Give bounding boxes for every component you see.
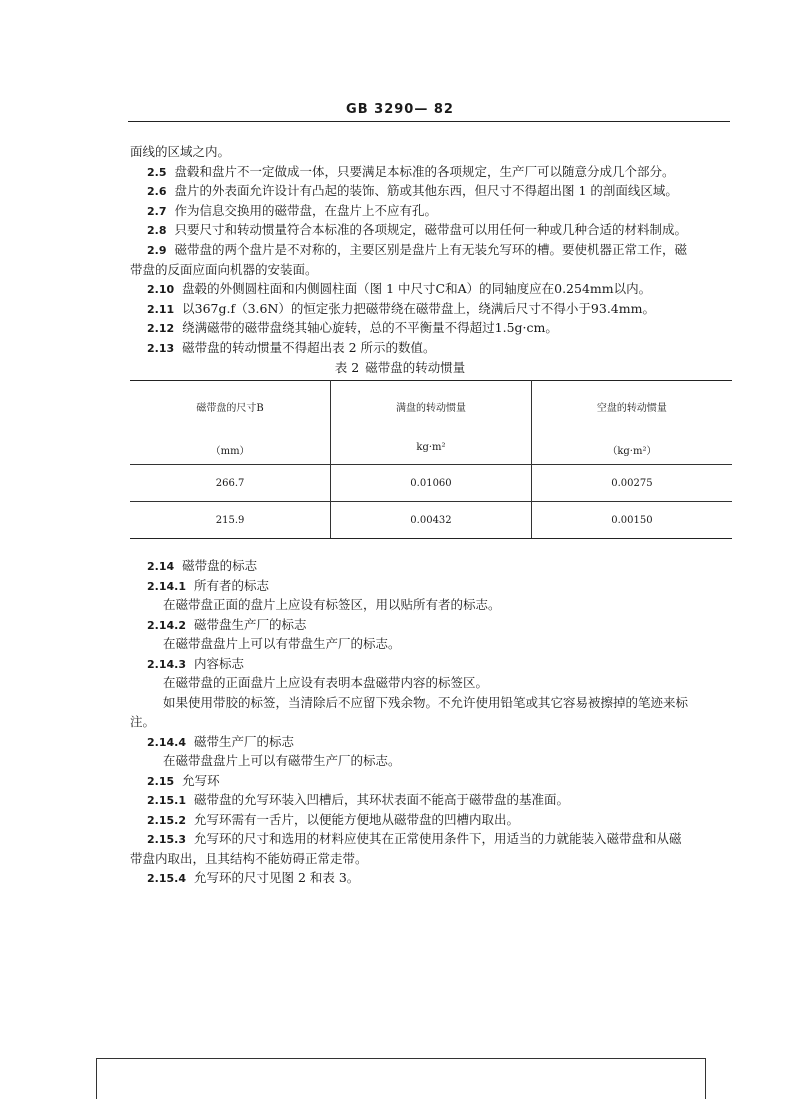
header-rule xyxy=(128,121,730,122)
section-text: 允写环的尺寸和选用的材料应使其在正常使用条件下，用适当的力就能装入磁带盘和从磁 xyxy=(193,831,682,846)
section-line xyxy=(147,577,752,596)
section-text: 磁带盘的标志 xyxy=(182,558,258,573)
paragraph-text: 绕满磁带的磁带盘绕其轴心旋转，总的不平衡量不得超过1.5g·cm。 xyxy=(182,320,558,336)
table-caption xyxy=(0,358,800,376)
paragraph-line xyxy=(147,182,752,201)
section-text: 所有者的标志 xyxy=(193,577,269,593)
section-line xyxy=(130,850,735,868)
paragraph-text: 以367g.f（3.6N）的恒定张力把磁带绕在磁带盘上，绕满后尺寸不得小于93.4mm。 xyxy=(182,300,655,316)
paragraph-line xyxy=(147,300,752,319)
clause-number: 2.14.4 xyxy=(147,735,186,749)
table-cell: 0.00432 xyxy=(331,502,532,539)
paragraph-line xyxy=(147,319,752,338)
clause-number: 2.12 xyxy=(147,322,175,336)
section-line xyxy=(147,811,752,830)
table-header-cell xyxy=(331,381,532,465)
paragraph-line xyxy=(130,143,735,161)
section-line xyxy=(163,694,768,712)
table-row xyxy=(130,502,732,539)
section-line xyxy=(147,616,752,635)
header-unit: （kg·m²） xyxy=(607,446,657,457)
clause-number: 2.15.2 xyxy=(147,813,186,827)
paragraph-text: 带盘的反面应面向机器的安装面。 xyxy=(130,261,318,277)
clause-number: 2.10 xyxy=(147,283,175,297)
table-caption-text: 磁带盘的转动惯量 xyxy=(365,360,466,375)
clause-number: 2.15 xyxy=(147,774,175,788)
header-unit: （mm） xyxy=(210,446,250,457)
header-name: 空盘的转动惯量 xyxy=(596,403,667,414)
section-text: 在磁带盘正面的盘片上应设有标签区，用以贴所有者的标志。 xyxy=(163,597,501,612)
clause-number: 2.15.1 xyxy=(147,794,186,807)
section-text: 磁带生产厂的标志 xyxy=(193,733,294,749)
section-line xyxy=(147,830,752,849)
table-header-cell xyxy=(531,381,732,465)
section-line xyxy=(147,655,752,674)
footer-frame xyxy=(96,1058,706,1099)
clause-number: 2.14 xyxy=(147,560,175,573)
paragraph-line xyxy=(147,163,752,182)
table-cell: 266.7 xyxy=(130,465,331,502)
table-caption-number: 表 2 xyxy=(334,360,360,375)
paragraph-line xyxy=(147,339,752,358)
table-row xyxy=(130,465,732,502)
clause-number: 2.13 xyxy=(147,342,175,355)
table-cell: 0.00275 xyxy=(531,465,732,502)
section-line xyxy=(147,557,752,576)
table-cell: 0.00150 xyxy=(531,502,732,539)
table-header-cell xyxy=(130,381,331,465)
paragraph-text: 盘毂的外侧圆柱面和内侧圆柱面（图 1 中尺寸C和A）的同轴度应在0.254mm以内。 xyxy=(182,281,652,297)
clause-number: 2.15.3 xyxy=(147,833,186,846)
clause-number: 2.7 xyxy=(147,204,167,218)
section-text: 带盘内取出，且其结构不能妨碍正常走带。 xyxy=(130,850,368,866)
clause-number: 2.14.1 xyxy=(147,579,186,593)
section-text: 在磁带盘盘片上可以有磁带生产厂的标志。 xyxy=(163,753,401,768)
section-line xyxy=(163,635,768,653)
paragraph-text: 面线的区域之内。 xyxy=(130,144,231,159)
clause-number: 2.14.3 xyxy=(147,657,186,671)
section-text: 在磁带盘盘片上可以有带盘生产厂的标志。 xyxy=(163,636,401,651)
section-line xyxy=(147,791,752,810)
paragraph-text: 磁带盘的转动惯量不得超出表 2 所示的数值。 xyxy=(182,340,436,355)
paragraph-line xyxy=(147,202,752,221)
section-line xyxy=(147,733,752,752)
section-line xyxy=(163,674,768,692)
section-line xyxy=(163,752,768,770)
section-line xyxy=(163,596,768,614)
clause-number: 2.15.4 xyxy=(147,872,186,885)
paragraph-line xyxy=(147,221,752,240)
section-text: 注。 xyxy=(130,714,156,729)
header-name: 满盘的转动惯量 xyxy=(395,403,466,414)
table-cell: 0.01060 xyxy=(331,465,532,502)
paragraph-line xyxy=(130,261,735,279)
section-line xyxy=(147,869,752,888)
table-cell: 215.9 xyxy=(130,502,331,539)
section-text: 如果使用带胶的标签，当清除后不应留下残余物。不允许使用铅笔或其它容易被擦掉的笔迹来标 xyxy=(163,694,689,710)
clause-number: 2.9 xyxy=(147,244,167,257)
section-line xyxy=(147,772,752,791)
paragraph-line xyxy=(147,280,752,299)
paragraph-text: 只要尺寸和转动惯量符合本标准的各项规定，磁带盘可以用任何一种或几种合适的材料制成。 xyxy=(174,222,688,238)
clause-number: 2.11 xyxy=(147,302,175,316)
inertia-table xyxy=(130,380,732,539)
section-text: 允写环需有一舌片，以便能方便地从磁带盘的凹槽内取出。 xyxy=(193,811,519,827)
clause-number: 2.5 xyxy=(147,165,167,179)
paragraph-text: 盘毂和盘片不一定做成一体，只要满足本标准的各项规定，生产厂可以随意分成几个部分。 xyxy=(174,163,675,179)
paragraph-line xyxy=(147,241,752,260)
clause-number: 2.14.2 xyxy=(147,618,186,632)
clause-number: 2.8 xyxy=(147,224,167,238)
paragraph-text: 磁带盘的两个盘片是不对称的，主要区别是盘片上有无装允写环的槽。要使机器正常工作，磁 xyxy=(174,242,688,257)
paragraph-text: 作为信息交换用的磁带盘，在盘片上不应有孔。 xyxy=(174,202,438,218)
page-header: GB 3290— 82 xyxy=(346,102,454,117)
header-name: 磁带盘的尺寸B xyxy=(196,403,264,414)
section-text: 内容标志 xyxy=(193,655,244,671)
clause-number: 2.6 xyxy=(147,185,167,199)
header-unit: kg·m² xyxy=(416,442,446,453)
section-text: 磁带盘生产厂的标志 xyxy=(193,616,307,632)
section-text: 允写环的尺寸见图 2 和表 3。 xyxy=(193,870,360,885)
section-text: 允写环 xyxy=(182,772,220,788)
section-text: 磁带盘的允写环装入凹槽后，其环状表面不能高于磁带盘的基准面。 xyxy=(193,792,569,807)
paragraph-text: 盘片的外表面允许设计有凸起的装饰、筋或其他东西，但尺寸不得超出图 1 的剖面线区域。 xyxy=(174,183,678,199)
section-line xyxy=(130,713,735,731)
section-text: 在磁带盘的正面盘片上应设有表明本盘磁带内容的标签区。 xyxy=(163,675,489,690)
